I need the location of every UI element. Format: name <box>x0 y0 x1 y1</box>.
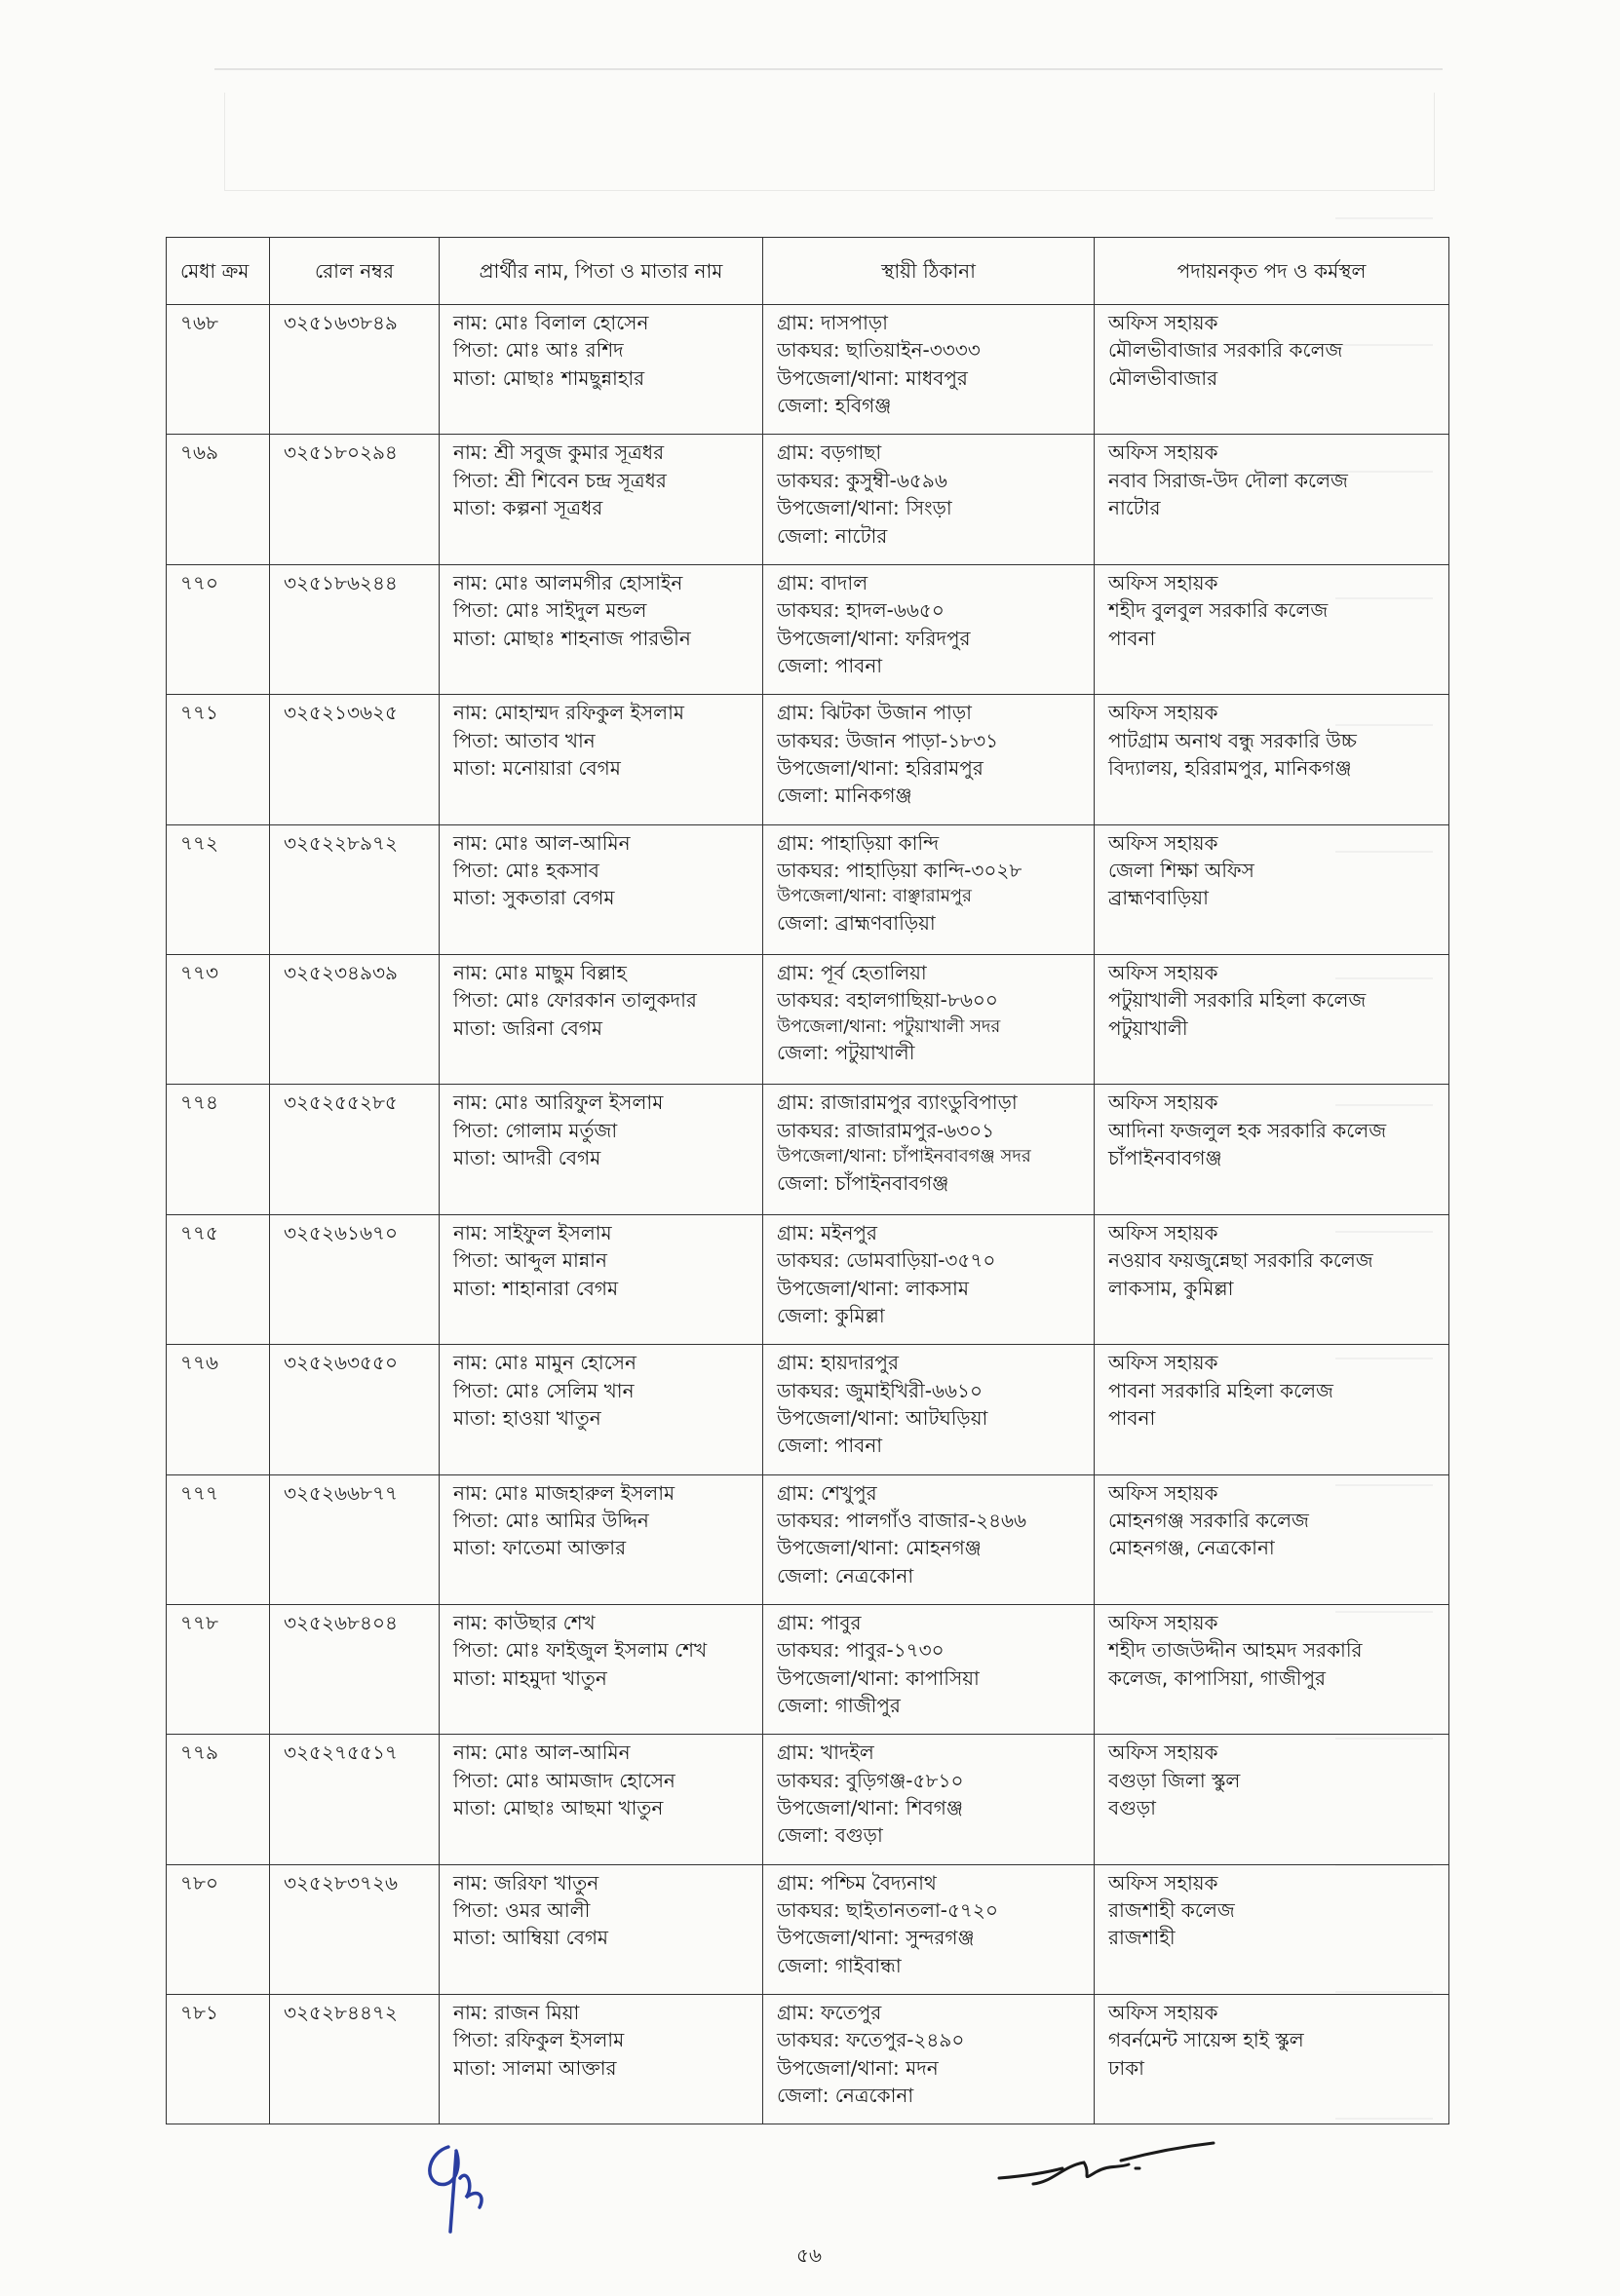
roll-cell <box>270 1864 440 1994</box>
candidate-name: নাম: জরিফা খাতুন <box>453 1870 599 1894</box>
address-upazila: উপজেলা/থানা: মাধবপুর <box>777 365 968 390</box>
posting-workplace-line1: পাবনা সরকারি মহিলা কলেজ <box>1108 1378 1333 1402</box>
merit-number: ৭৭১ <box>180 701 218 725</box>
table-header-row <box>167 238 1449 305</box>
address-post: ডাকঘর: পালগাঁও বাজার-২৪৬৬ <box>777 1508 1027 1532</box>
posting-workplace-line1: নবাব সিরাজ-উদ দৌলা কলেজ <box>1108 468 1348 492</box>
posting-workplace-line2: নাটোর <box>1108 496 1161 520</box>
merit-cell <box>167 824 270 954</box>
address-post: ডাকঘর: বুড়িগঞ্জ-৫৮১০ <box>777 1768 964 1792</box>
roll-number: ৩২৫২৬৬৮৭৭ <box>284 1480 398 1505</box>
candidate-cell <box>440 305 763 435</box>
merit-cell <box>167 1085 270 1214</box>
posting-title: অফিস সহায়ক <box>1108 570 1218 594</box>
father-name: পিতা: মোঃ ফাইজুল ইসলাম শেখ <box>453 1638 708 1663</box>
merit-number: ৭৭৫ <box>180 1220 218 1244</box>
address-village: গ্রাম: ঝিটকা উজান পাড়া <box>777 701 972 725</box>
posting-workplace-line2: লাকসাম, কুমিল্লা <box>1108 1276 1234 1300</box>
merit-number: ৭৭৩ <box>180 960 219 984</box>
show-through-header <box>214 0 1443 70</box>
address-upazila: উপজেলা/থানা: হরিরামপুর <box>777 755 984 780</box>
candidate-cell <box>440 1474 763 1604</box>
posting-workplace-line2: মৌলভীবাজার <box>1108 365 1218 390</box>
roll-cell <box>270 1474 440 1604</box>
address-cell <box>763 1864 1095 1994</box>
posting-workplace-line2: বগুড়া <box>1108 1796 1156 1820</box>
address-cell <box>763 1345 1095 1474</box>
mother-name: মাতা: সুকতারা বেগম <box>453 886 615 910</box>
address-upazila: উপজেলা/থানা: কাপাসিয়া <box>777 1665 980 1690</box>
posting-title: অফিস সহায়ক <box>1108 440 1218 465</box>
father-name: পিতা: রফিকুল ইসলাম <box>453 2028 625 2052</box>
merit-number: ৭৭৪ <box>180 1091 218 1115</box>
posting-title: অফিস সহায়ক <box>1108 2001 1218 2025</box>
address-cell <box>763 824 1095 954</box>
table-row <box>167 1995 1449 2124</box>
posting-workplace-line2: পাবনা <box>1108 1405 1156 1430</box>
candidate-name: নাম: মোঃ মামুন হোসেন <box>453 1351 636 1375</box>
address-district: জেলা: গাইবান্ধা <box>777 1953 902 1977</box>
address-cell <box>763 564 1095 694</box>
father-name: পিতা: মোঃ আমির উদ্দিন <box>453 1508 649 1532</box>
merit-cell <box>167 1735 270 1864</box>
posting-workplace-line2: চাঁপাইনবাবগঞ্জ <box>1108 1146 1222 1170</box>
table-row <box>167 1604 1449 1734</box>
roll-number: ৩২৫২৮৩৭২৬ <box>284 1870 398 1894</box>
address-cell <box>763 1995 1095 2124</box>
candidate-cell <box>440 564 763 694</box>
candidate-name: নাম: মোঃ মাছুম বিল্লাহ <box>453 960 627 984</box>
address-post: ডাকঘর: ছাইতানতলা-৫৭২০ <box>777 1898 998 1923</box>
merit-cell <box>167 954 270 1084</box>
father-name: পিতা: মোঃ ফোরকান তালুকদার <box>453 988 697 1013</box>
candidate-cell <box>440 1085 763 1214</box>
address-post: ডাকঘর: জুমাইখিরী-৬৬১০ <box>777 1378 983 1402</box>
posting-title: অফিস সহায়ক <box>1108 1610 1218 1634</box>
address-cell <box>763 1085 1095 1214</box>
posting-workplace-line1: মোহনগঞ্জ সরকারি কলেজ <box>1108 1508 1309 1532</box>
table-row <box>167 305 1449 435</box>
merit-number: ৭৭০ <box>180 570 219 594</box>
merit-number: ৭৭২ <box>180 830 219 855</box>
posting-title: অফিস সহায়ক <box>1108 1091 1218 1115</box>
roll-number: ৩২৫২২৮৯৭২ <box>284 830 398 855</box>
roll-cell <box>270 305 440 435</box>
candidate-cell <box>440 1995 763 2124</box>
roll-number: ৩২৫২৩৪৯৩৯ <box>284 960 398 984</box>
address-district: জেলা: নেত্রকোনা <box>777 1563 914 1588</box>
mother-name: মাতা: মোছাঃ আছমা খাতুন <box>453 1796 664 1820</box>
initial-signature-left <box>409 2139 517 2237</box>
address-village: গ্রাম: ফতেপুর <box>777 2001 882 2025</box>
posting-workplace-line1: পাটগ্রাম অনাথ বন্ধু সরকারি উচ্চ <box>1108 728 1357 752</box>
table-row <box>167 1735 1449 1864</box>
address-district: জেলা: পাবনা <box>777 653 883 677</box>
address-village: গ্রাম: বাদাল <box>777 570 868 594</box>
merit-number: ৭৮১ <box>180 2001 218 2025</box>
roll-cell <box>270 1735 440 1864</box>
posting-cell <box>1095 1604 1449 1734</box>
posting-title: অফিস সহায়ক <box>1108 1351 1218 1375</box>
merit-cell <box>167 564 270 694</box>
posting-workplace-line1: শহীদ বুলবুল সরকারি কলেজ <box>1108 598 1329 623</box>
roll-cell <box>270 824 440 954</box>
mother-name: মাতা: হাওয়া খাতুন <box>453 1405 601 1430</box>
merit-cell <box>167 1345 270 1474</box>
posting-workplace-line1: নওয়াব ফয়জুন্নেছা সরকারি কলেজ <box>1108 1248 1373 1273</box>
candidate-cell <box>440 1604 763 1734</box>
candidate-cell <box>440 1735 763 1864</box>
father-name: পিতা: আতাব খান <box>453 728 596 752</box>
show-through-box <box>224 93 1435 191</box>
posting-cell <box>1095 954 1449 1084</box>
roll-cell <box>270 1085 440 1214</box>
address-post: ডাকঘর: বহালগাছিয়া-৮৬০০ <box>777 988 998 1013</box>
mother-name: মাতা: মনোয়ারা বেগম <box>453 755 621 780</box>
address-village: গ্রাম: পূর্ব হেতালিয়া <box>777 960 927 984</box>
address-cell <box>763 1214 1095 1344</box>
candidate-name: নাম: শ্রী সবুজ কুমার সূত্রধর <box>453 440 665 465</box>
roll-number: ৩২৫২৫৫২৮৫ <box>284 1091 398 1115</box>
table-row <box>167 1085 1449 1214</box>
candidate-cell <box>440 954 763 1084</box>
address-district: জেলা: ব্রাহ্মণবাড়িয়া <box>777 910 936 935</box>
address-district: জেলা: নাটোর <box>777 523 888 548</box>
candidate-name: নাম: মোঃ আলমগীর হোসাইন <box>453 570 683 594</box>
address-upazila: উপজেলা/থানা: আটঘড়িয়া <box>777 1405 988 1430</box>
posting-workplace-line2: কলেজ, কাপাসিয়া, গাজীপুর <box>1108 1665 1327 1690</box>
header-address: স্থায়ী ঠিকানা <box>763 238 1095 305</box>
address-district: জেলা: পাবনা <box>777 1434 883 1458</box>
merit-number: ৭৬৯ <box>180 440 218 465</box>
table-row <box>167 695 1449 824</box>
table-row <box>167 824 1449 954</box>
address-district: জেলা: পটুয়াখালী <box>777 1041 915 1065</box>
roll-cell <box>270 1214 440 1344</box>
address-upazila: উপজেলা/থানা: সিংড়া <box>777 496 952 520</box>
posting-title: অফিস সহায়ক <box>1108 830 1218 855</box>
roll-number: ৩২৫২৬৮৪০৪ <box>284 1610 398 1634</box>
address-district: জেলা: হবিগঞ্জ <box>777 394 892 418</box>
address-village: গ্রাম: খাদইল <box>777 1741 874 1765</box>
merit-number: ৭৭৬ <box>180 1351 219 1375</box>
merit-cell <box>167 1474 270 1604</box>
candidate-cell <box>440 1864 763 1994</box>
address-post: ডাকঘর: উজান পাড়া-১৮৩১ <box>777 728 999 752</box>
posting-title: অফিস সহায়ক <box>1108 1741 1218 1765</box>
father-name: পিতা: মোঃ হকসাব <box>453 858 599 882</box>
roll-number: ৩২৫২১৩৬২৫ <box>284 701 398 725</box>
address-post: ডাকঘর: কুসুম্বী-৬৫৯৬ <box>777 468 947 492</box>
mother-name: মাতা: মোছাঃ শামছুন্নাহার <box>453 365 645 390</box>
address-district: জেলা: চাঁপাইনবাবগঞ্জ <box>777 1170 949 1195</box>
address-cell <box>763 305 1095 435</box>
roll-cell <box>270 1604 440 1734</box>
mother-name: মাতা: সালমা আক্তার <box>453 2055 617 2080</box>
posting-cell <box>1095 1474 1449 1604</box>
father-name: পিতা: মোঃ আঃ রশিদ <box>453 338 624 363</box>
mother-name: মাতা: ফাতেমা আক্তার <box>453 1536 627 1560</box>
address-upazila: উপজেলা/থানা: মদন <box>777 2055 939 2080</box>
father-name: পিতা: গোলাম মর্তুজা <box>453 1118 618 1142</box>
candidate-name: নাম: সাইফুল ইসলাম <box>453 1220 612 1244</box>
posting-cell <box>1095 1735 1449 1864</box>
signature-right <box>994 2139 1218 2198</box>
mother-name: মাতা: মাহমুদা খাতুন <box>453 1665 607 1690</box>
roll-cell <box>270 695 440 824</box>
posting-workplace-line1: গবর্নমেন্ট সায়েন্স হাই স্কুল <box>1108 2028 1304 2052</box>
table-row <box>167 954 1449 1084</box>
address-upazila: উপজেলা/থানা: লাকসাম <box>777 1276 969 1300</box>
mother-name: মাতা: আম্বিয়া বেগম <box>453 1926 609 1950</box>
posting-workplace-line1: বগুড়া জিলা স্কুল <box>1108 1768 1241 1792</box>
address-district: জেলা: বগুড়া <box>777 1823 883 1848</box>
mother-name: মাতা: আদরী বেগম <box>453 1146 601 1170</box>
address-upazila: উপজেলা/থানা: শিবগঞ্জ <box>777 1796 963 1820</box>
posting-title: অফিস সহায়ক <box>1108 701 1218 725</box>
roll-cell <box>270 564 440 694</box>
address-village: গ্রাম: মইনপুর <box>777 1220 878 1244</box>
table-row <box>167 435 1449 564</box>
posting-cell <box>1095 1864 1449 1994</box>
candidate-cell <box>440 824 763 954</box>
roll-number: ৩২৫২৮৪৪৭২ <box>284 2001 398 2025</box>
posting-workplace-line2: মোহনগঞ্জ, নেত্রকোনা <box>1108 1536 1275 1560</box>
address-post: ডাকঘর: রাজারামপুর-৬৩০১ <box>777 1118 995 1142</box>
roll-number: ৩২৫১৮০২৯৪ <box>284 440 398 465</box>
posting-title: অফিস সহায়ক <box>1108 1220 1218 1244</box>
table-row <box>167 1864 1449 1994</box>
roll-number: ৩২৫২৬১৬৭০ <box>284 1220 398 1244</box>
address-post: ডাকঘর: ডোমবাড়িয়া-৩৫৭০ <box>777 1248 996 1273</box>
page-number: ৫৬ <box>796 2243 822 2267</box>
posting-workplace-line2: পটুয়াখালী <box>1108 1015 1188 1040</box>
merit-number: ৭৭৯ <box>180 1741 218 1765</box>
father-name: পিতা: মোঃ সেলিম খান <box>453 1378 635 1402</box>
merit-cell <box>167 1214 270 1344</box>
mother-name: মাতা: কল্পনা সূত্রধর <box>453 496 603 520</box>
header-posting: পদায়নকৃত পদ ও কর্মস্থল <box>1095 238 1449 305</box>
address-village: গ্রাম: পাবুর <box>777 1610 862 1634</box>
address-post: ডাকঘর: পাবুর-১৭৩০ <box>777 1638 945 1663</box>
posting-cell <box>1095 1214 1449 1344</box>
candidate-cell <box>440 695 763 824</box>
address-village: গ্রাম: পশ্চিম বৈদ্যনাথ <box>777 1870 937 1894</box>
address-upazila: উপজেলা/থানা: চাঁপাইনবাবগঞ্জ সদর <box>777 1146 1031 1167</box>
posting-cell <box>1095 1995 1449 2124</box>
mother-name: মাতা: শাহানারা বেগম <box>453 1276 619 1300</box>
posting-workplace-line1: জেলা শিক্ষা অফিস <box>1108 858 1254 882</box>
address-cell <box>763 1604 1095 1734</box>
address-village: গ্রাম: রাজারামপুর ব্যাংডুবিপাড়া <box>777 1091 1018 1115</box>
merit-list-table <box>166 237 1449 2124</box>
address-village: গ্রাম: পাহাড়িয়া কান্দি <box>777 830 940 855</box>
posting-workplace-line1: মৌলভীবাজার সরকারি কলেজ <box>1108 338 1343 363</box>
address-village: গ্রাম: দাসপাড়া <box>777 311 888 334</box>
posting-workplace-line2: বিদ্যালয়, হরিরামপুর, মানিকগঞ্জ <box>1108 755 1352 780</box>
roll-cell <box>270 435 440 564</box>
posting-workplace-line2: ব্রাহ্মণবাড়িয়া <box>1108 886 1209 910</box>
posting-cell <box>1095 305 1449 435</box>
roll-cell <box>270 1995 440 2124</box>
candidate-name: নাম: রাজন মিয়া <box>453 2001 580 2025</box>
merit-cell <box>167 1995 270 2124</box>
posting-cell <box>1095 695 1449 824</box>
address-post: ডাকঘর: ছাতিয়াইন-৩৩৩৩ <box>777 338 981 363</box>
posting-title: অফিস সহায়ক <box>1108 960 1218 984</box>
posting-workplace-line2: ঢাকা <box>1108 2055 1144 2080</box>
mother-name: মাতা: মোছাঃ শাহনাজ পারভীন <box>453 626 691 650</box>
address-district: জেলা: গাজীপুর <box>777 1694 901 1718</box>
merit-number: ৭৬৮ <box>180 311 218 334</box>
header-roll: রোল নম্বর <box>270 238 440 305</box>
posting-workplace-line1: আদিনা ফজলুল হক সরকারি কলেজ <box>1108 1118 1387 1142</box>
address-post: ডাকঘর: পাহাড়িয়া কান্দি-৩০২৮ <box>777 858 1022 882</box>
posting-workplace-line2: রাজশাহী <box>1108 1926 1176 1950</box>
posting-workplace-line1: পটুয়াখালী সরকারি মহিলা কলেজ <box>1108 988 1367 1013</box>
merit-cell <box>167 1604 270 1734</box>
posting-title: অফিস সহায়ক <box>1108 1870 1218 1894</box>
address-village: গ্রাম: শেখুপুর <box>777 1480 877 1505</box>
posting-title: অফিস সহায়ক <box>1108 311 1218 334</box>
address-cell <box>763 1735 1095 1864</box>
address-upazila: উপজেলা/থানা: বাঞ্ছারামপুর <box>777 886 972 907</box>
posting-cell <box>1095 564 1449 694</box>
table-row <box>167 564 1449 694</box>
candidate-name: নাম: মোঃ বিলাল হোসেন <box>453 311 649 334</box>
candidate-name: নাম: মোঃ আরিফুল ইসলাম <box>453 1091 664 1115</box>
address-village: গ্রাম: হায়দারপুর <box>777 1351 899 1375</box>
father-name: পিতা: ওমর আলী <box>453 1898 591 1923</box>
address-post: ডাকঘর: হাদল-৬৬৫০ <box>777 598 945 623</box>
address-district: জেলা: কুমিল্লা <box>777 1303 885 1327</box>
address-upazila: উপজেলা/থানা: পটুয়াখালী সদর <box>777 1015 1001 1037</box>
roll-number: ৩২৫১৬৩৮৪৯ <box>284 311 398 334</box>
posting-cell <box>1095 1085 1449 1214</box>
address-district: জেলা: মানিকগঞ্জ <box>777 784 912 808</box>
merit-number: ৭৮০ <box>180 1870 218 1894</box>
posting-cell <box>1095 435 1449 564</box>
father-name: পিতা: শ্রী শিবেন চন্দ্র সূত্রধর <box>453 468 667 492</box>
address-cell <box>763 435 1095 564</box>
address-district: জেলা: নেত্রকোনা <box>777 2084 914 2108</box>
candidate-name: নাম: মোঃ আল-আমিন <box>453 1741 631 1765</box>
roll-cell <box>270 954 440 1084</box>
father-name: পিতা: মোঃ সাইদুল মন্ডল <box>453 598 647 623</box>
roll-number: ৩২৫২৭৫৫১৭ <box>284 1741 398 1765</box>
posting-workplace-line2: পাবনা <box>1108 626 1156 650</box>
header-candidate: প্রার্থীর নাম, পিতা ও মাতার নাম <box>440 238 763 305</box>
merit-cell <box>167 695 270 824</box>
father-name: পিতা: মোঃ আমজাদ হোসেন <box>453 1768 675 1792</box>
address-upazila: উপজেলা/থানা: সুন্দরগঞ্জ <box>777 1926 975 1950</box>
candidate-cell <box>440 1214 763 1344</box>
address-cell <box>763 695 1095 824</box>
table-row <box>167 1474 1449 1604</box>
posting-workplace-line1: শহীদ তাজউদ্দীন আহমদ সরকারি <box>1108 1638 1363 1663</box>
address-cell <box>763 954 1095 1084</box>
merit-cell <box>167 305 270 435</box>
table-row <box>167 1214 1449 1344</box>
roll-number: ৩২৫১৮৬২৪৪ <box>284 570 398 594</box>
posting-cell <box>1095 824 1449 954</box>
address-cell <box>763 1474 1095 1604</box>
candidate-name: নাম: কাউছার শেখ <box>453 1610 596 1634</box>
merit-cell <box>167 435 270 564</box>
posting-workplace-line1: রাজশাহী কলেজ <box>1108 1898 1235 1923</box>
merit-cell <box>167 1864 270 1994</box>
address-upazila: উপজেলা/থানা: মোহনগঞ্জ <box>777 1536 982 1560</box>
roll-number: ৩২৫২৬৩৫৫০ <box>284 1351 398 1375</box>
posting-cell <box>1095 1345 1449 1474</box>
merit-number: ৭৭৭ <box>180 1480 219 1505</box>
table-row <box>167 1345 1449 1474</box>
header-merit: মেধা ক্রম <box>167 238 270 305</box>
candidate-name: নাম: মোহাম্মদ রফিকুল ইসলাম <box>453 701 684 725</box>
address-village: গ্রাম: বড়গাছা <box>777 440 882 465</box>
address-upazila: উপজেলা/থানা: ফরিদপুর <box>777 626 971 650</box>
father-name: পিতা: আব্দুল মান্নান <box>453 1248 607 1273</box>
address-post: ডাকঘর: ফতেপুর-২৪৯০ <box>777 2028 965 2052</box>
candidate-cell <box>440 435 763 564</box>
candidate-name: নাম: মোঃ আল-আমিন <box>453 830 631 855</box>
candidate-name: নাম: মোঃ মাজহারুল ইসলাম <box>453 1480 675 1505</box>
roll-cell <box>270 1345 440 1474</box>
mother-name: মাতা: জরিনা বেগম <box>453 1015 602 1040</box>
merit-number: ৭৭৮ <box>180 1610 218 1634</box>
candidate-cell <box>440 1345 763 1474</box>
posting-title: অফিস সহায়ক <box>1108 1480 1218 1505</box>
